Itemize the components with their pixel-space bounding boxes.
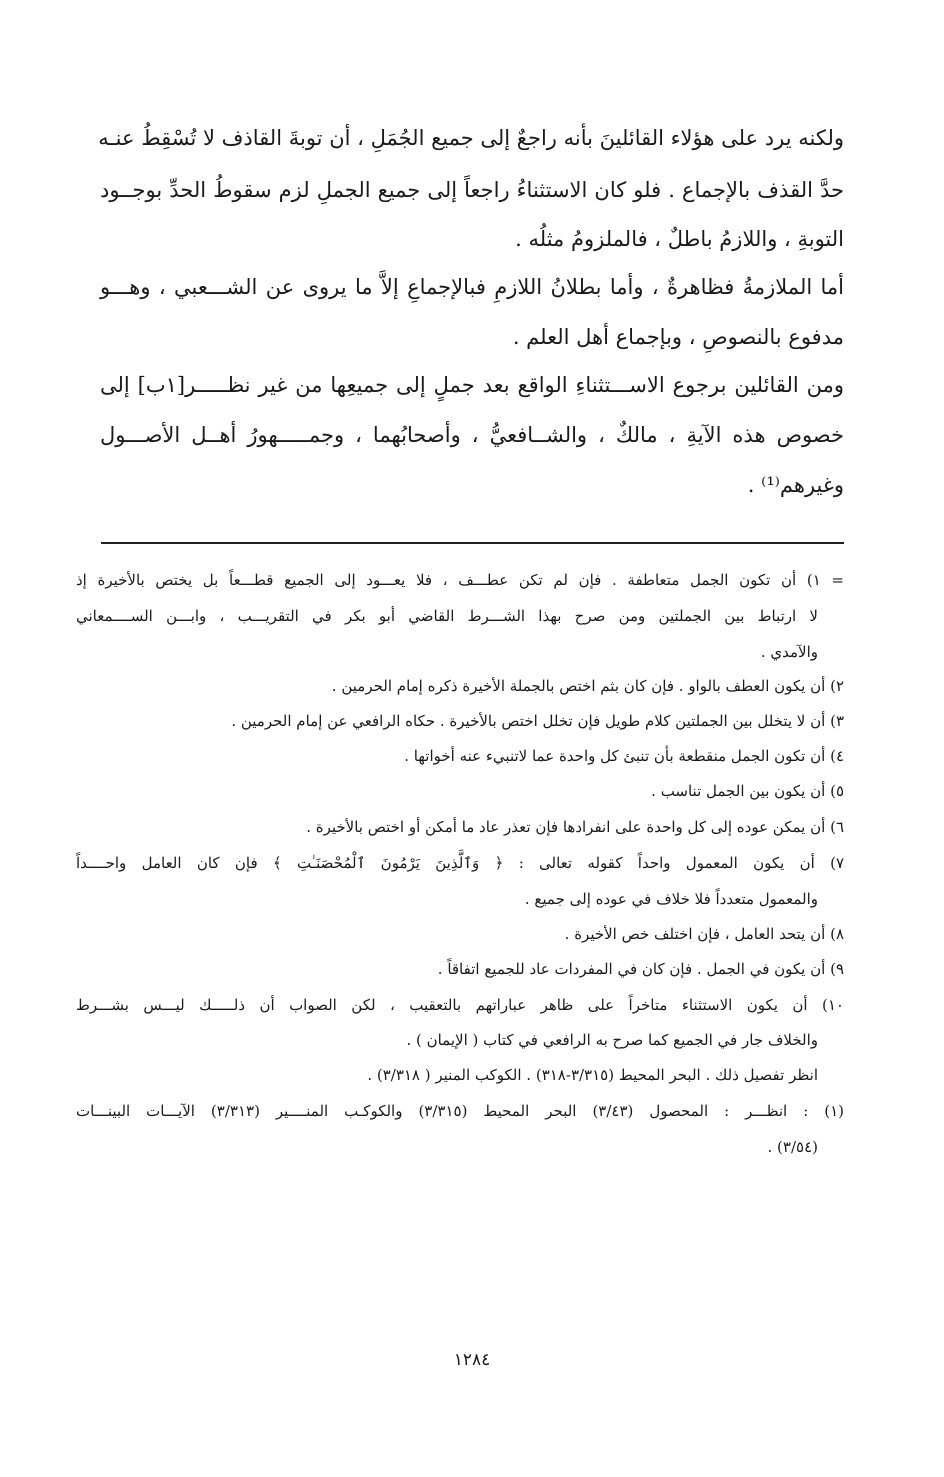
body-line-1: ولكنه يرد على هؤلاء القائلينَ بأنه راجعٌ إلى جميع الجُمَلِ ، أن توبةَ القاذف لا تُسْقِطُ عنـه — [98, 126, 844, 150]
body-line-3: التوبةِ ، واللازمُ باطلٌ ، فالملزومُ مثلُه . — [515, 227, 844, 251]
footnote-line: ٥) أن يكون بين الجمل تناسب . — [651, 782, 844, 800]
footnote-line: ٦) أن يمكن عوده إلى كل واحدة على انفرادها فإن تعذر عاد ما أمكن أو اختص بالأخيرة . — [306, 818, 844, 836]
footnote-line: ٢) أن يكون العطف بالواو . فإن كان بثم اختص بالجملة الأخيرة ذكره إمام الحرمين . — [331, 677, 844, 695]
footnote-line: (١) : انظـــر : المحصول (٣/٤٣) البحر المحيط (٣/٣١٥) والكوكـب المنــــير (٣/٣١٣) الآيـــات البينـــات — [76, 1102, 844, 1120]
footnote-line: = ١) أن تكون الجمل متعاطفة . فإن لم تكن عطـــف ، فلا يعـــود إلى الجميع قطـــعاً بل يختص بالأخيرة إذ — [76, 571, 844, 589]
footnote-line: ٨) أن يتحد العامل ، فإن اختلف خص الأخيرة . — [564, 925, 844, 943]
page-number: ١٢٨٤ — [453, 1350, 491, 1370]
footnote-line: ٤) أن تكون الجمل منقطعة بأن تنبئ كل واحدة عما لاتنبيء عنه أخواتها . — [404, 747, 844, 765]
footnote-line: ٣) أن لا يتخلل بين الجملتين كلام طويل فإن تخلل اختص بالأخيرة . حكاه الرافعي عن إمام الحرمين . — [231, 712, 844, 730]
body-line-8: وغيرهم⁽¹⁾ . — [747, 473, 844, 497]
footnote-line: والخلاف جار في الجميع كما صرح به الرافعي في كتاب ( الإيمان ) . — [406, 1031, 818, 1049]
footnote-line: انظر تفصيل ذلك . البحر المحيط (٣/٣١٥-٣١٨) . الكوكب المنير ( ٣/٣١٨) . — [367, 1066, 818, 1084]
body-line-4: أما الملازمةُ فظاهرةٌ ، وأما بطلانُ اللازمِ فبالإجماعِ إلاَّ ما يروى عن الشـــعبي ، وهـــو — [100, 275, 844, 299]
footnote-line: والمعمول متعدداً فلا خلاف في عوده إلى جميع . — [524, 890, 818, 908]
body-line-6: ومن القائلين برجوع الاســـتثناءِ الواقع بعد جملٍ إلى جميعِها من غير نظـــــر[١ب] إلى — [100, 373, 845, 397]
footnote-line: ٧) أن يكون المعمول واحداً كقوله تعالى : ﴿ وَٱلَّذِينَ يَرْمُونَ ٱلْمُحْصَنَـٰتِ ﴾ فإن كان العامل واحــــداً — [76, 854, 844, 872]
footnote-line: لا ارتباط بين الجملتين ومن صرح بهذا الشـــرط القاضي أبو بكر في التقريـــب ، وابـــن الســــمعاني — [76, 607, 818, 625]
footnote-line: ٩) أن يكون في الجمل . فإن كان في المفردات عاد للجميع اتفاقاً . — [437, 960, 844, 978]
footnote-line: والآمدي . — [760, 643, 818, 661]
footnote-line: (٣/٥٤) . — [767, 1138, 818, 1156]
body-line-7: خصوص هذه الآيةِ ، مالكٌ ، والشــافعيُّ ، وأصحابُهما ، وجمـــــهورُ أهــل الأصـــول — [100, 423, 844, 447]
body-line-2: حدَّ القذف بالإجماع . فلو كان الاستثناءُ راجعاً إلى جميع الجملِ لزم سقوطُ الحدِّ بوجــود — [100, 178, 844, 202]
body-line-5: مدفوع بالنصوصِ ، وبإجماع أهل العلم . — [512, 325, 844, 349]
footnote-separator — [101, 542, 844, 544]
footnote-line: ١٠) أن يكون الاستثناء متاخراً على ظاهر عباراتهم بالتعقيب ، لكن الصواب أن ذلـــــك ليـــس بشـــرط — [76, 996, 844, 1014]
